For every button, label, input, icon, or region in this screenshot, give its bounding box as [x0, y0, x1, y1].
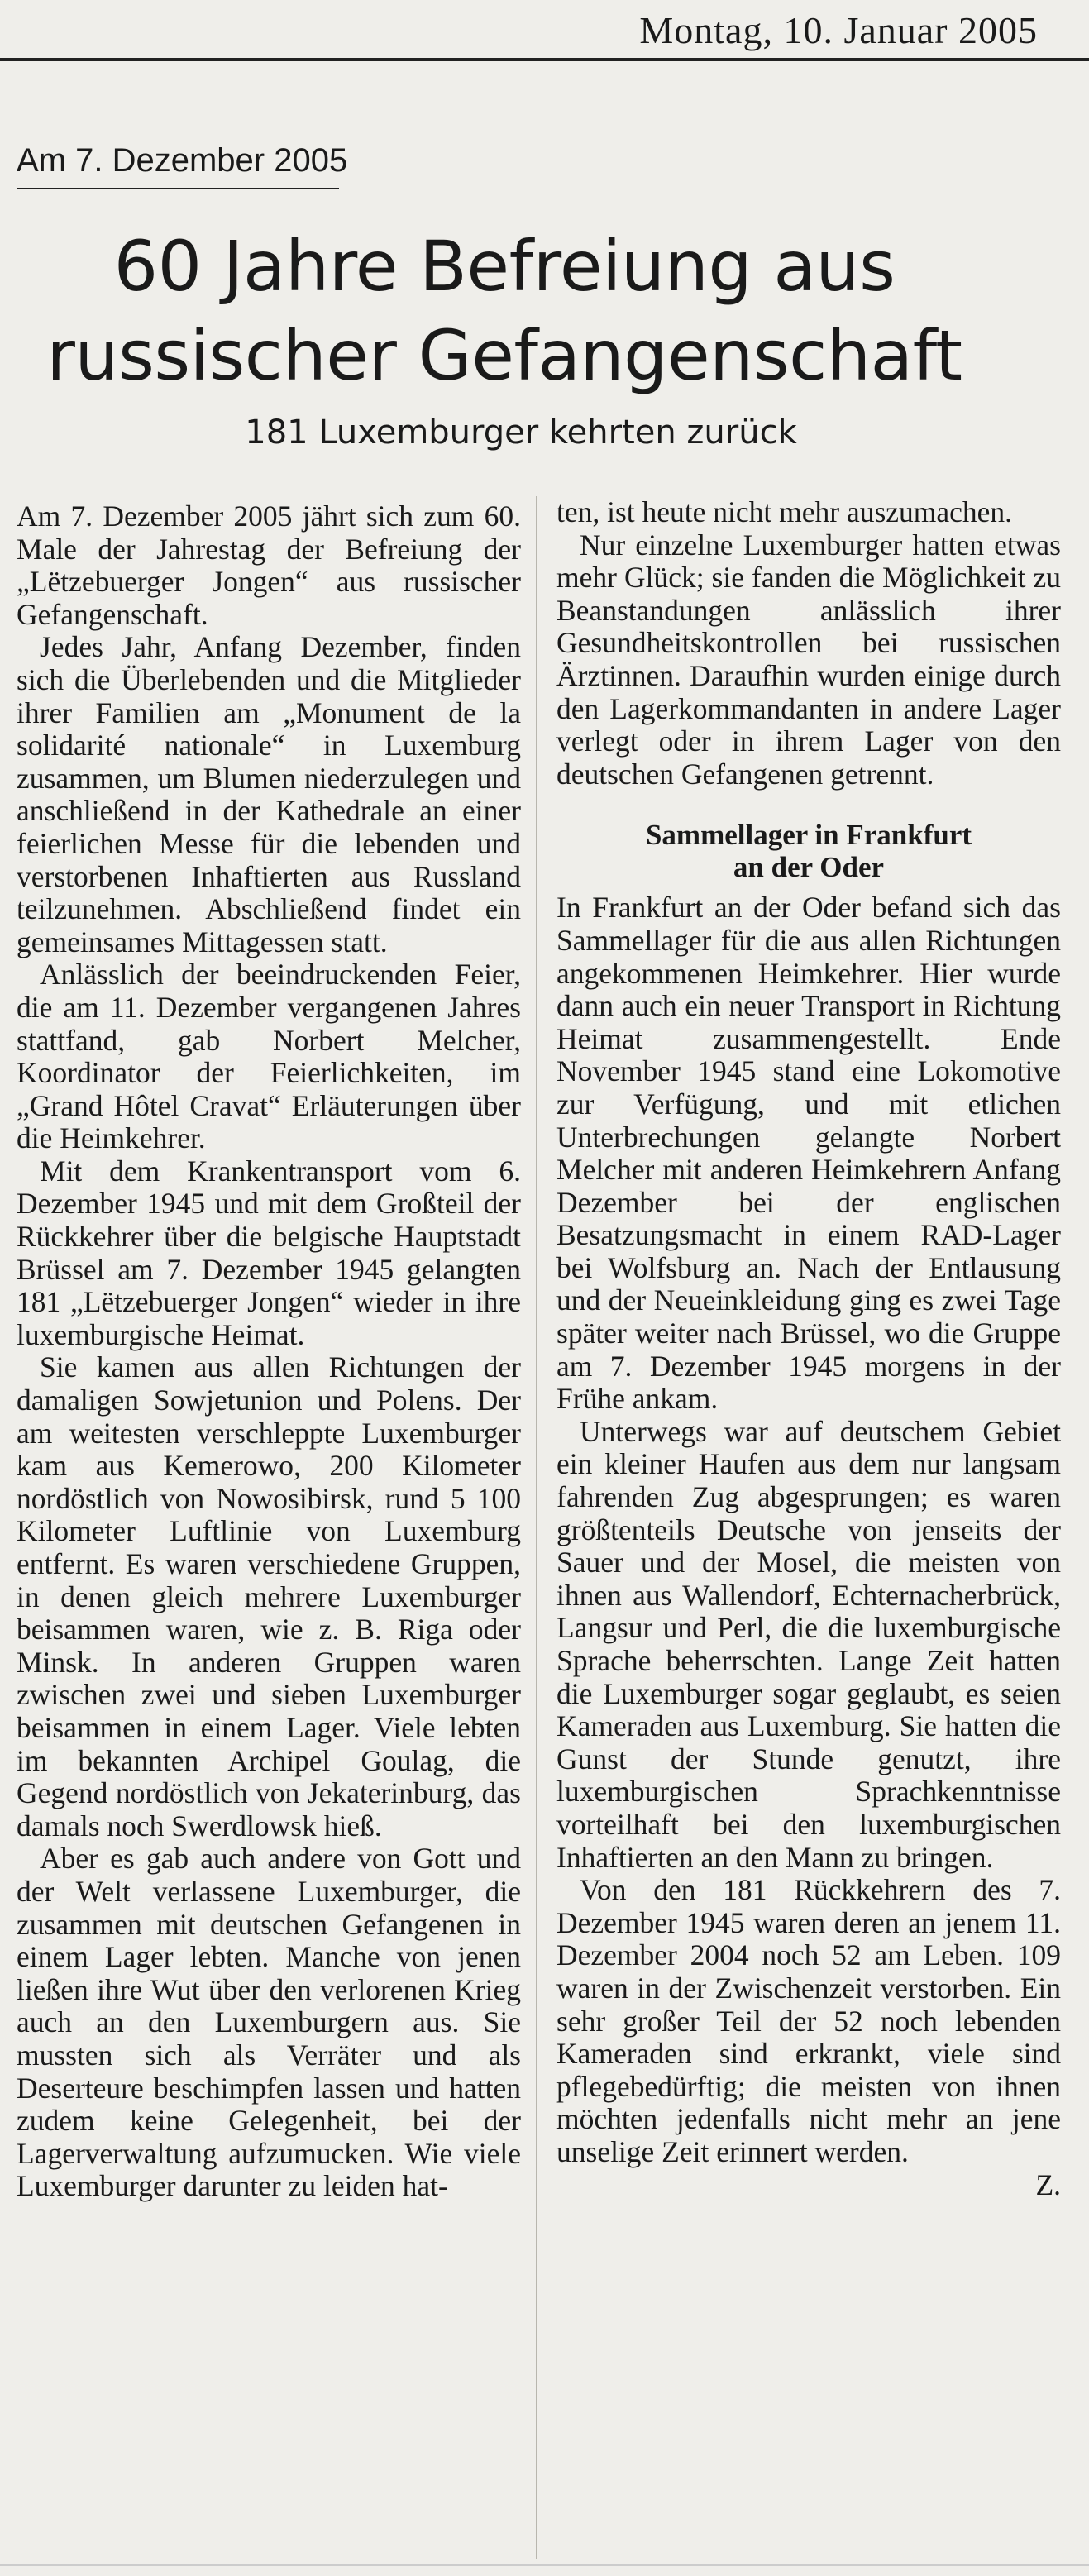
paragraph: ten, ist heute nicht mehr auszumachen.: [556, 495, 1013, 528]
page-bottom-rule: [0, 2564, 1089, 2566]
masthead-date: Montag, 10. Januar 2005: [639, 9, 1038, 51]
paragraph: Jedes Jahr, Anfang Dezember, finden sich die Überlebenden und die Mitglieder ihrer Familien am „Monument de la solidarité nationale“ in Luxemburg zusammen, um Blumen niederzulegen und anschließend in der Kathedrale an einer feierlichen Messe für die lebenden und verstorbenen Inhaftierten aus Russland teilzunehmen. Abschließend findet ein gemeinsames Mittagessen statt.: [17, 630, 521, 958]
section-heading-line-1: Sammellager in Frankfurt: [645, 819, 972, 852]
masthead-rule: [0, 58, 1089, 61]
paragraph: Aber es gab auch andere von Gott und der Welt verlassene Luxemburger, die zusammen mit deutschen Gefangenen in einem Lager lebten. Manche von jenen ließen ihre Wut über den verlorenen Krieg auch an den Luxemburgern aus. Sie mussten sich als Verräter und als Deserteure beschimpfen lassen und hatten zudem keine Gelegenheit, bei der Lagerverwaltung aufzumucken. Wie viele Luxemburger darunter zu leiden hat-: [17, 1842, 521, 2203]
section-heading-line-2: an der Oder: [733, 851, 885, 884]
paragraph: Nur einzelne Luxemburger hatten etwas mehr Glück; sie fanden die Möglichkeit zu Beanstandungen anlässlich ihrer Gesundheitskontrollen bei russischen Ärztinnen. Daraufhin wurden einige durch den Lagerkommandanten in andere Lager verlegt oder in ihrem Lager von den deutschen Gefangenen getrennt.: [556, 528, 1061, 791]
article-column-right: [556, 496, 1061, 2201]
column-divider: [536, 496, 537, 2559]
article-column-left: [17, 500, 521, 2203]
kicker-rule: [17, 188, 339, 189]
section-heading: [556, 819, 1061, 883]
author-signature: Z.: [1035, 2167, 1061, 2201]
paragraph: In Frankfurt an der Oder befand sich das Sammellager für die aus allen Richtungen angekommenen Heimkehrer. Hier wurde dann auch ein neuer Transport in Richtung Heimat zusammengestellt. Ende November 1945 stand eine Lokomotive zur Verfügung, und mit etlichen Unterbrechungen gelangte Norbert Melcher mit anderen Heimkehrern Anfang Dezember bei der englischen Besatzungsmacht in einem RAD-Lager bei Wolfsburg an. Nach der Entlausung und der Neueinkleidung ging es zwei Tage später weiter nach Brüssel, wo die Gruppe am 7. Dezember 1945 morgens in der Frühe ankam.: [556, 891, 1061, 1416]
paragraph: Mit dem Krankentransport vom 6. Dezember 1945 und mit dem Großteil der Rückkehrer über die belgische Hauptstadt Brüssel am 7. Dezember 1945 gelangten 181 „Lëtzebuerger Jongen“ wieder in ihre luxemburgische Heimat.: [17, 1154, 521, 1351]
article-headline: [0, 222, 1009, 400]
paragraph: Anlässlich der beeindruckenden Feier, die am 11. Dezember vergangenen Jahres stattfand, gab Norbert Melcher, Koordinator der Feierlichkeiten, im „Grand Hôtel Cravat“ Erläuterungen über die Heimkehrer.: [17, 958, 521, 1155]
headline-line-2: russischer Gefangenschaft: [46, 315, 962, 396]
article-subheadline: 181 Luxemburger kehrten zurück: [245, 413, 797, 452]
paragraph: Von den 181 Rückkehrern des 7. Dezember 1945 waren deren an jenem 11. Dezember 2004 noch 52 am Leben. 109 waren in der Zwischenzeit verstorben. Ein sehr großer Teil der 52 noch lebenden Kameraden sind erkrankt, viele sind pflegebedürftig; die meisten von ihnen möchten jedenfalls nicht mehr an jene unselige Zeit erinnert werden.: [556, 1873, 1061, 2168]
headline-line-1: 60 Jahre Befreiung aus: [113, 226, 896, 307]
paragraph: Sie kamen aus allen Richtungen der damaligen Sowjetunion und Polens. Der am weitesten verschleppte Luxemburger kam aus Kemerowo, 200 Kilometer nordöstlich von Nowosibirsk, rund 5 100 Kilometer Luftlinie von Luxemburg entfernt. Es waren verschiedene Gruppen, in denen gleich mehrere Luxemburger beisammen waren, wie z. B. Riga oder Minsk. In anderen Gruppen waren zwischen zwei und sieben Luxemburger beisammen in einem Lager. Viele lebten im bekannten Archipel Goulag, die Gegend nordöstlich von Jekaterinburg, das damals noch Swerdlowsk hieß.: [17, 1350, 521, 1842]
paragraph: Am 7. Dezember 2005 jährt sich zum 60. Male der Jahrestag der Befreiung der „Lëtzebuerger Jongen“ aus russischer Gefangenschaft.: [17, 499, 521, 631]
paragraph: Unterwegs war auf deutschem Gebiet ein kleiner Haufen aus dem nur langsam fahrenden Zug abgesprungen; es waren größtenteils Deutsche von jenseits der Sauer und der Mosel, die meisten von ihnen aus Wallendorf, Echternacherbrück, Langsur und Perl, die die luxemburgische Sprache beherrschten. Lange Zeit hatten die Luxemburger sogar geglaubt, es seien Kameraden aus Luxemburg. Sie hatten die Gunst der Stunde genutzt, ihre luxemburgischen Sprachkenntnisse vorteilhaft bei den luxemburgischen Inhaftierten an den Mann zu bringen.: [556, 1414, 1061, 1874]
article-kicker: Am 7. Dezember 2005: [17, 142, 348, 179]
